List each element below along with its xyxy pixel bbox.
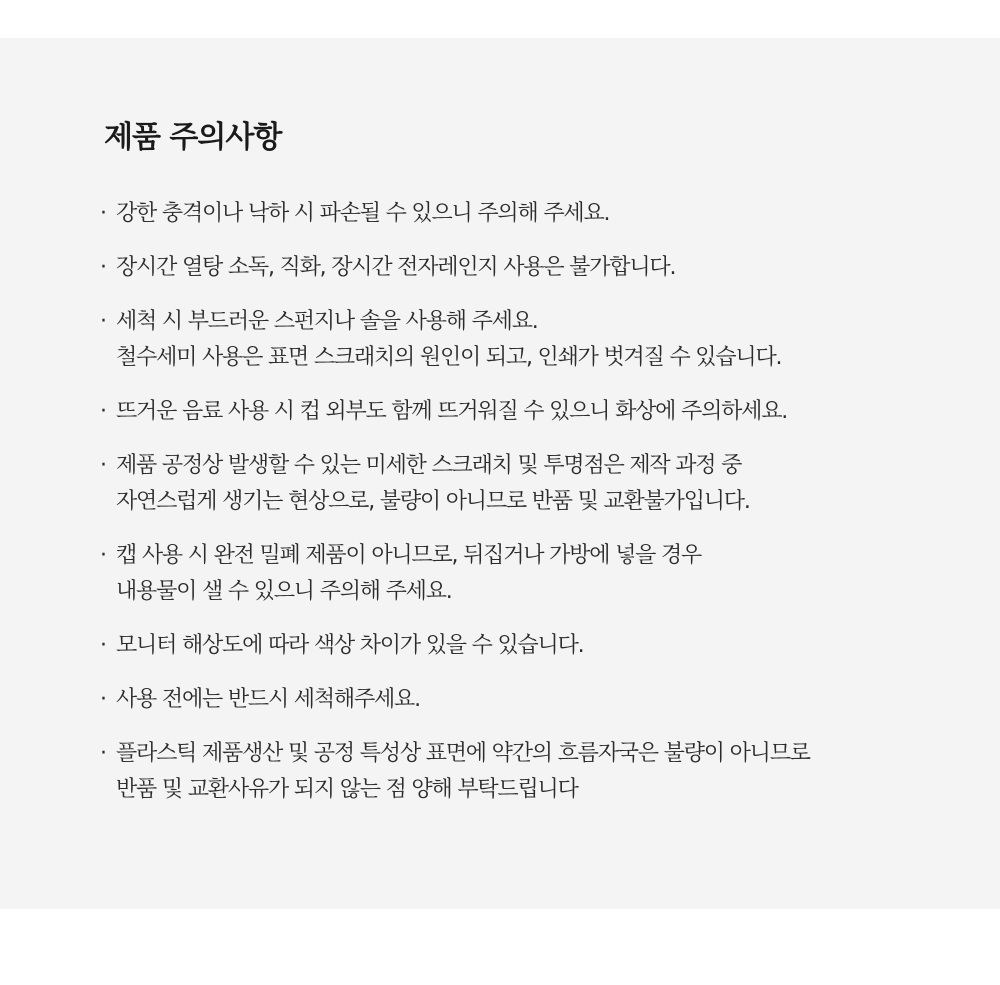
bullet-mark: ·: [100, 255, 106, 280]
bullet-mark: ·: [100, 687, 106, 712]
notice-text: 내용물이 샐 수 있으니 주의해 주세요.: [116, 579, 452, 604]
bullet-mark: ·: [100, 399, 106, 424]
notice-panel: [0, 38, 1000, 909]
notice-item: [100, 250, 980, 286]
bullet-mark: ·: [100, 741, 106, 766]
notice-text: 자연스럽게 생기는 현상으로, 불량이 아니므로 반품 및 교환불가입니다.: [116, 489, 750, 514]
bullet-mark: ·: [100, 201, 106, 226]
notice-item: [100, 628, 980, 664]
notice-text: 뜨거운 음료 사용 시 컵 외부도 함께 뜨거워질 수 있으니 화상에 주의하세요.: [116, 399, 788, 424]
page-title: 제품 주의사항: [104, 120, 282, 155]
notice-text: 철수세미 사용은 표면 스크래치의 원인이 되고, 인쇄가 벗겨질 수 있습니다.: [116, 345, 782, 370]
notice-text: 사용 전에는 반드시 세척해주세요.: [116, 687, 420, 712]
notice-item: [100, 538, 980, 610]
notice-text: 세척 시 부드러운 스펀지나 솔을 사용해 주세요.: [116, 309, 538, 334]
notice-text: 장시간 열탕 소독, 직화, 장시간 전자레인지 사용은 불가합니다.: [116, 255, 676, 280]
notice-item: [100, 304, 980, 376]
bullet-mark: ·: [100, 633, 106, 658]
notice-text: 강한 충격이나 낙하 시 파손될 수 있으니 주의해 주세요.: [116, 201, 610, 226]
notice-item: [100, 682, 980, 718]
bullet-mark: ·: [100, 543, 106, 568]
notice-item: [100, 736, 980, 808]
notice-item: [100, 394, 980, 430]
notice-text: 플라스틱 제품생산 및 공정 특성상 표면에 약간의 흐름자국은 불량이 아니므로: [116, 741, 810, 766]
notice-item: [100, 196, 980, 232]
notice-text: 캡 사용 시 완전 밀폐 제품이 아니므로, 뒤집거나 가방에 넣을 경우: [116, 543, 702, 568]
notice-text: 반품 및 교환사유가 되지 않는 점 양해 부탁드립니다: [116, 777, 578, 802]
notice-text: 제품 공정상 발생할 수 있는 미세한 스크래치 및 투명점은 제작 과정 중: [116, 453, 742, 478]
notice-item: [100, 448, 980, 520]
notice-text: 모니터 해상도에 따라 색상 차이가 있을 수 있습니다.: [116, 633, 584, 658]
notice-list: [100, 196, 980, 808]
bullet-mark: ·: [100, 453, 106, 478]
bullet-mark: ·: [100, 309, 106, 334]
